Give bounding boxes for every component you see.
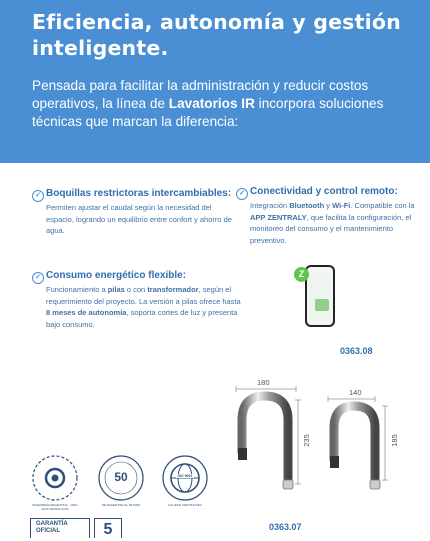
zentraly-logo-icon: Z bbox=[294, 267, 309, 282]
iso-seal-text: CALIDAD CERTIFICADA bbox=[168, 503, 202, 507]
check-icon: ✓ bbox=[32, 190, 44, 202]
height-left: 235 bbox=[301, 434, 311, 447]
product-code-left: 0363.07 bbox=[269, 522, 302, 532]
iso-label: ISO 9001 bbox=[177, 474, 193, 478]
intro-paragraph: Pensada para facilitar la administración y reducir costos operativos, la línea de Lavatorios IR incorpora soluciones técnicas que marcan la diferencia: bbox=[32, 78, 384, 129]
feature-text: Funcionamiento a pilas o con transformador, según el requerimiento del proyecto. La versión a pilas ofrece hasta 8 meses de autonomía, soporta cortes de luz y presenta bajo consumo. bbox=[46, 285, 241, 329]
feature-text: Integración Bluetooth y Wi-Fi. Compatible con la APP ZENTRALY, que facilita la configuración, el monitoreo del consumo y el mantenimiento preventivo. bbox=[250, 201, 415, 245]
faucet-0363-07 bbox=[236, 386, 301, 489]
fifty-number: 50 bbox=[114, 470, 128, 484]
warranty-label: GARANTÍA OFICIAL bbox=[30, 518, 90, 538]
check-icon: ✓ bbox=[32, 272, 44, 284]
width-left: 180 bbox=[257, 378, 270, 387]
width-right: 140 bbox=[349, 388, 362, 397]
gear-seal-text: INGENIERÍA ARGENTINA · 100% ALTA TECNOLOGÍA bbox=[32, 503, 78, 511]
feature-title: Consumo energético flexible: bbox=[46, 270, 187, 281]
gear-seal bbox=[33, 456, 77, 500]
height-right: 185 bbox=[389, 434, 399, 447]
faucet-0363-08 bbox=[328, 396, 388, 489]
feature-text: Permiten ajustar el caudal según la necesidad del espacio, logrando un equilibrio entre confort y ahorro de agua. bbox=[46, 203, 232, 235]
feature-title: Conectividad y control remoto: bbox=[250, 186, 398, 197]
page-title: Eficiencia, autonomía y gestión inteligente. bbox=[32, 10, 401, 60]
warranty-years: 5 bbox=[94, 518, 122, 538]
check-icon: ✓ bbox=[236, 188, 248, 200]
product-code-right: 0363.08 bbox=[340, 346, 373, 356]
iso-seal bbox=[163, 456, 207, 500]
feature-title: Boquillas restrictoras intercambiables: bbox=[46, 188, 232, 199]
fifty-seal-text: DE ARGENTINA AL MUNDO bbox=[101, 503, 141, 507]
